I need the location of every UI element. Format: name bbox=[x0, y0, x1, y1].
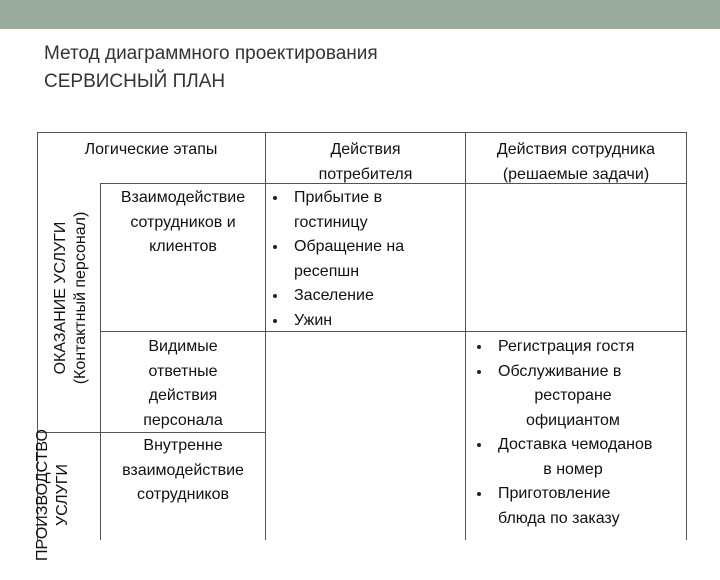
list-item-line: Обслуживание в bbox=[498, 362, 622, 380]
bullet-icon bbox=[477, 370, 481, 374]
side-label-service bbox=[51, 183, 93, 413]
header-staff-line-2: (решаемые задачи) bbox=[502, 165, 650, 183]
stage-visible-line: персонала bbox=[143, 411, 223, 429]
list-item-line: Прибытие в bbox=[294, 189, 383, 206]
stage-interaction-line: сотрудников и bbox=[130, 213, 236, 231]
slide-title bbox=[44, 40, 378, 96]
consumer-col-divider bbox=[465, 132, 466, 540]
stage-internal-line: Внутренне bbox=[143, 437, 223, 454]
header-consumer bbox=[266, 138, 465, 187]
list-item-line: блюда по заказу bbox=[498, 509, 620, 527]
list-item-line: Ужин bbox=[294, 311, 333, 329]
consumer-actions-list bbox=[294, 186, 464, 333]
stage-internal-line: сотрудников bbox=[137, 486, 229, 503]
list-item-line: ресторане bbox=[534, 387, 612, 404]
list-item-line: Доставка чемоданов bbox=[498, 436, 653, 453]
list-item bbox=[294, 309, 464, 334]
list-item-line: ресепшн bbox=[294, 262, 360, 280]
stage-visible-line: Видимые bbox=[148, 338, 218, 355]
stage-interaction-line: клиентов bbox=[149, 238, 217, 255]
header-consumer-line-2: потребителя bbox=[318, 165, 413, 183]
header-staff-line-1: Действия сотрудника bbox=[496, 141, 656, 158]
list-item bbox=[294, 235, 464, 284]
list-item bbox=[294, 186, 464, 235]
bullet-icon bbox=[273, 319, 277, 323]
side-label-production-line-2: УСЛУГИ bbox=[54, 464, 71, 527]
stage-visible bbox=[101, 335, 265, 433]
bullet-icon bbox=[477, 443, 481, 447]
right-border bbox=[686, 132, 687, 540]
side-label-service-line-1: ОКАЗАНИЕ УСЛУГИ bbox=[52, 221, 69, 375]
header-consumer-line-1: Действия bbox=[330, 141, 401, 158]
list-item-line: Регистрация гостя bbox=[498, 338, 635, 355]
header-stages: Логические этапы bbox=[84, 141, 218, 158]
side-label-service-line-2: (Контактный персонал) bbox=[72, 211, 89, 385]
stage-internal bbox=[101, 434, 265, 508]
title-line-1: Метод диаграммного проектирования bbox=[44, 43, 378, 64]
staff-actions-list bbox=[498, 335, 684, 531]
list-item bbox=[498, 433, 684, 482]
top-bar bbox=[0, 0, 720, 29]
list-item bbox=[498, 360, 684, 434]
header-staff bbox=[466, 138, 686, 187]
bullet-icon bbox=[273, 294, 277, 298]
stage-visible-line: действия bbox=[148, 387, 218, 404]
list-item-line: Обращение на bbox=[294, 238, 405, 255]
list-item-line: гостиницу bbox=[294, 213, 368, 231]
list-item-line: Приготовление bbox=[498, 485, 611, 502]
title-line-2: СЕРВИСНЫЙ ПЛАН bbox=[44, 71, 226, 92]
bullet-icon bbox=[273, 245, 277, 249]
stage-interaction bbox=[101, 186, 265, 260]
bullet-icon bbox=[273, 196, 277, 200]
list-item-line: в номер bbox=[543, 460, 603, 478]
table-top-border bbox=[37, 132, 687, 133]
stage-internal-line: взаимодействие bbox=[122, 461, 244, 479]
side-label-production bbox=[33, 410, 75, 580]
side-label-production-line-1: ПРОИЗВОДСТВО bbox=[34, 429, 51, 561]
stage-visible-line: ответные bbox=[148, 362, 218, 380]
bullet-icon bbox=[477, 345, 481, 349]
list-item-line: Заселение bbox=[294, 287, 374, 304]
list-item bbox=[498, 482, 684, 531]
stage-interaction-line: Взаимодействие bbox=[120, 189, 246, 206]
list-item-line: официантом bbox=[526, 411, 620, 429]
bullet-icon bbox=[477, 492, 481, 496]
stages-col-divider bbox=[265, 132, 266, 540]
list-item bbox=[294, 284, 464, 309]
list-item bbox=[498, 335, 684, 360]
